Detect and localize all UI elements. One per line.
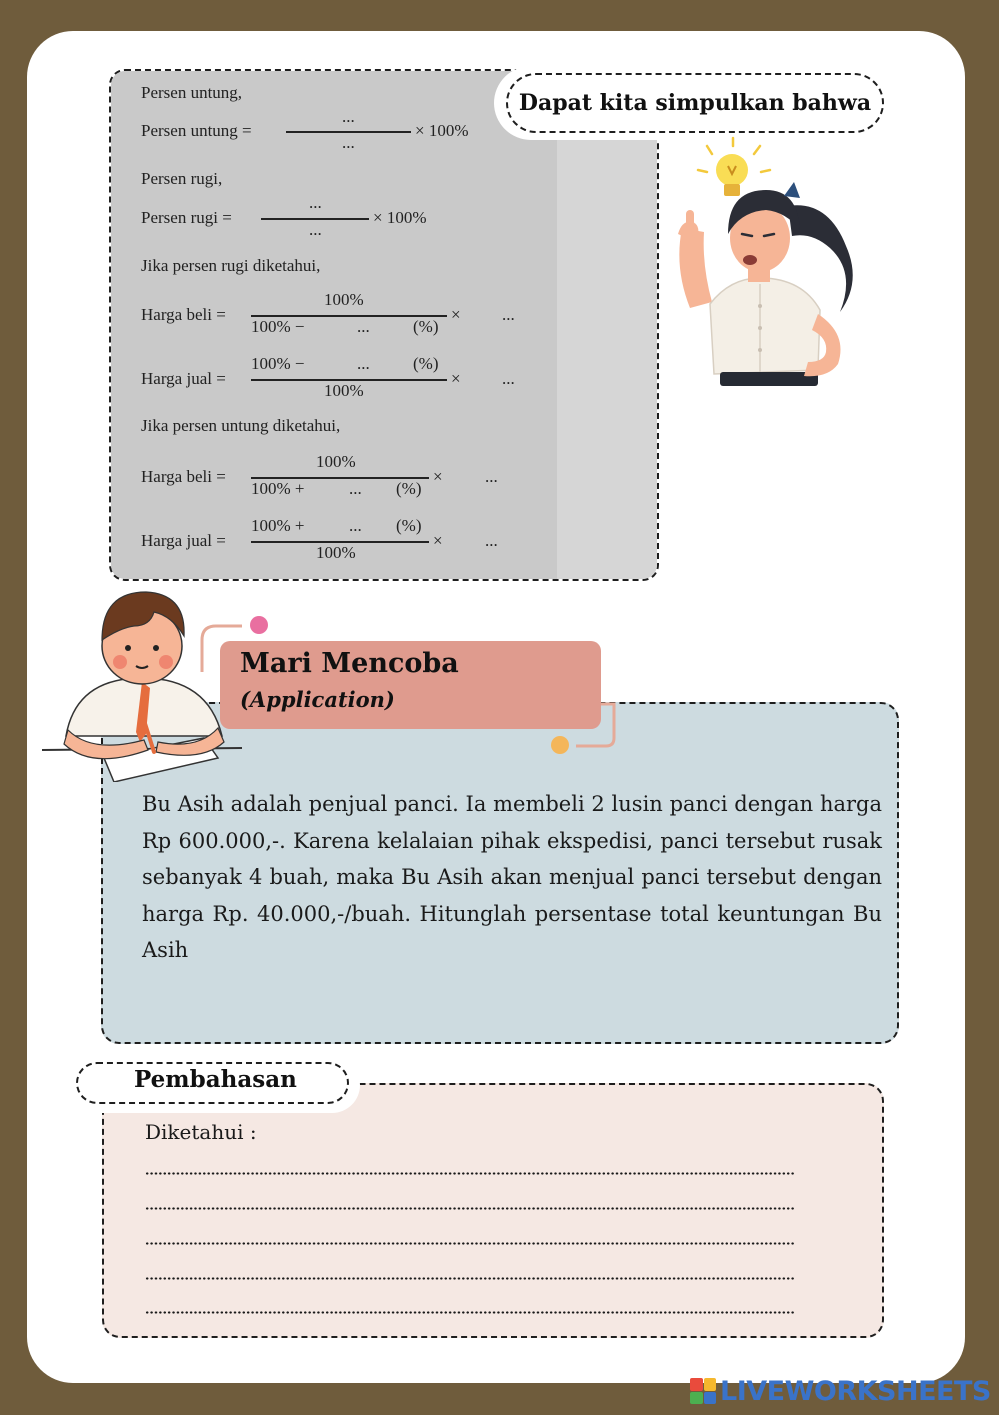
harga-jual-rugi-fraction: 100% − ... (%) 100% [251, 354, 447, 404]
harga-jual-untung-lhs: Harga jual = [141, 531, 226, 550]
persen-untung-title: Persen untung, [141, 83, 243, 102]
harga-beli-rugi-fraction: 100% 100% − ... (%) [251, 290, 447, 340]
answer-line-4[interactable] [145, 1277, 795, 1280]
harga-beli-untung-lhs: Harga beli = [141, 467, 226, 486]
persen-untung-fraction: ... ... [286, 107, 411, 157]
pembahasan-label: Pembahasan [134, 1066, 297, 1093]
jika-untung-title: Jika persen untung diketahui, [141, 416, 341, 435]
persen-rugi-title: Persen rugi, [141, 169, 223, 188]
application-subtitle: (Application) [240, 687, 395, 712]
formula-summary-box: Persen untung, Persen untung = ... ... × 100% Persen rugi, Persen rugi = ... ... × 100% Jika persen rugi diketahui, Harga beli = 100% 100% − ... (%) × ... Harga jual = 100% − ... (%) 100% × ... Jika persen untung diketahui, Harga beli = 100% 100% + ... (%) × ... Harga jual = 100% + ... (%) 100% × ... [109, 69, 659, 581]
liveworksheets-brand[interactable] [690, 1373, 991, 1409]
brand-text: LIVEWORKSHEETS [720, 1375, 991, 1407]
boy-writing-icon [42, 590, 242, 782]
answer-line-5[interactable] [145, 1311, 795, 1314]
girl-with-lightbulb-icon [660, 136, 880, 401]
harga-beli-untung-fraction: 100% 100% + ... (%) [251, 452, 429, 502]
answer-line-3[interactable] [145, 1242, 795, 1245]
jika-rugi-title: Jika persen rugi diketahui, [141, 256, 321, 275]
persen-rugi-lhs: Persen rugi = [141, 208, 232, 227]
application-problem: Bu Asih adalah penjual panci. Ia membeli 2 lusin panci dengan harga Rp 600.000,-. Karena kelalaian pihak ekspedisi, panci tersebut rusak sebanyak 4 buah, maka Bu Asih akan menjual panci tersebut dengan harga Rp. 40.000,-/buah. Hitunglah persentase total keuntungan Bu Asih [142, 792, 882, 962]
persen-untung-lhs: Persen untung = [141, 121, 252, 140]
harga-jual-rugi-lhs: Harga jual = [141, 369, 226, 388]
answer-line-2[interactable] [145, 1207, 795, 1210]
conclusion-label: Dapat kita simpulkan bahwa [506, 73, 884, 133]
persen-rugi-fraction: ... ... [261, 193, 369, 243]
answer-line-1[interactable] [145, 1172, 795, 1175]
harga-jual-untung-fraction: 100% + ... (%) 100% [251, 516, 429, 566]
harga-beli-rugi-lhs: Harga beli = [141, 305, 226, 324]
liveworksheets-logo-icon [690, 1378, 716, 1404]
known-label: Diketahui : [145, 1120, 257, 1144]
application-title: Mari Mencoba [240, 648, 459, 679]
